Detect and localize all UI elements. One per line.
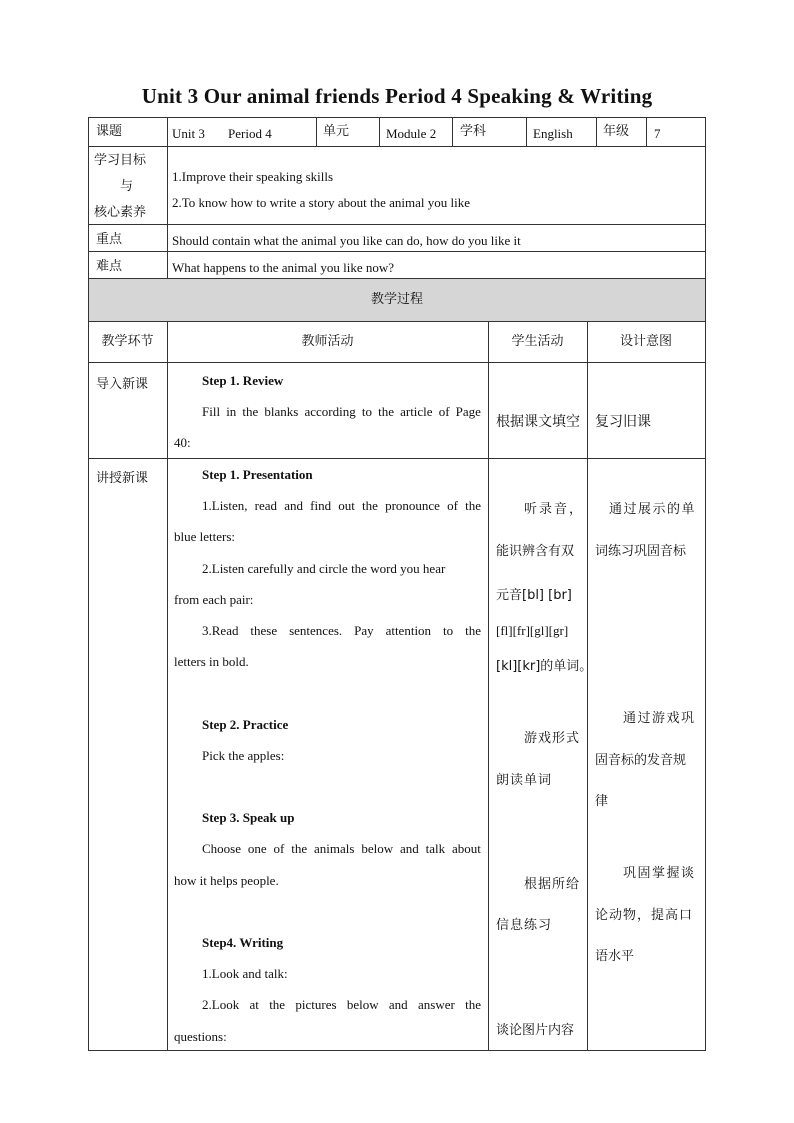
step3-line: how it helps people.	[174, 873, 279, 888]
student-activity-line: [kl][kr]的单词。	[496, 659, 593, 674]
design-intent-line: 词练习巩固音标	[595, 544, 687, 559]
difficult-point-text: What happens to the animal you like now?	[172, 260, 395, 275]
student-activity-line: [fl][fr][gl][gr]	[496, 623, 569, 638]
intro-student-activity: 根据课文填空	[496, 414, 580, 430]
design-intent-line: 语水平	[595, 949, 635, 964]
topic-period: Period 4	[228, 126, 272, 141]
grade-value: 7	[654, 126, 661, 141]
intro-step-title: Step 1. Review	[202, 373, 284, 388]
step1-line: blue letters:	[174, 529, 236, 544]
topic-label: 课题	[96, 124, 123, 139]
key-point-label: 重点	[96, 232, 123, 247]
key-point-text: Should contain what the animal you like can do, how do you like it	[172, 233, 521, 248]
difficult-point-label: 难点	[96, 259, 123, 274]
column-header: 设计意图	[619, 334, 672, 349]
design-intent-line: 巩固掌握谈	[623, 866, 696, 881]
step4-line: questions:	[174, 1029, 227, 1044]
page-title: Unit 3 Our animal friends Period 4 Speaking & Writing	[141, 84, 653, 108]
intro-line: Fill in the blanks according to the article of Page	[202, 404, 481, 419]
student-activity-line: 根据所给	[524, 877, 581, 892]
step4-title: Step4. Writing	[202, 935, 284, 950]
step1-line: from each pair:	[174, 592, 254, 607]
topic-unit: Unit 3	[172, 126, 205, 141]
student-activity-line: 元音[bl] [br]	[496, 588, 572, 603]
subject-value: English	[533, 126, 573, 141]
unit-label: 单元	[323, 124, 350, 139]
grade-label: 年级	[603, 124, 630, 139]
objective-item: 1.Improve their speaking skills	[172, 169, 334, 184]
student-activity-line: 朗读单词	[496, 773, 553, 788]
objectives-label-line: 学习目标	[94, 153, 147, 168]
subject-label: 学科	[460, 124, 487, 139]
intro-stage: 导入新课	[96, 377, 149, 392]
intro-line: 40:	[174, 435, 191, 450]
column-header: 教学环节	[101, 334, 154, 349]
student-activity-line: 能识辨含有双	[496, 544, 575, 559]
step4-line: 2.Look at the pictures below and answer the	[202, 997, 481, 1012]
step3-line: Choose one of the animals below and talk about	[202, 841, 481, 856]
design-intent-line: 律	[595, 794, 609, 809]
column-header: 教师活动	[301, 334, 354, 349]
student-activity-line: 信息练习	[496, 918, 553, 933]
design-intent-line: 论动物，提高口	[595, 908, 694, 923]
step2-title: Step 2. Practice	[202, 717, 289, 732]
student-activity-line: 听录音，	[524, 502, 585, 517]
step2-line: Pick the apples:	[202, 748, 285, 763]
step1-line: 3.Read these sentences. Pay attention to the	[202, 623, 481, 638]
step4-line: 1.Look and talk:	[202, 966, 288, 981]
step1-title: Step 1. Presentation	[202, 467, 313, 482]
intro-design-intent: 复习旧课	[595, 414, 651, 430]
design-intent-line: 通过游戏巩	[623, 711, 696, 726]
step1-line: 1.Listen, read and find out the pronounce of the	[202, 498, 481, 513]
student-activity-line: 谈论图片内容	[496, 1023, 575, 1038]
objective-item: 2.To know how to write a story about the animal you like	[172, 195, 471, 210]
column-header: 学生活动	[511, 334, 564, 349]
design-intent-line: 固音标的发音规	[595, 753, 687, 768]
objectives-label-line: 核心素养	[94, 205, 147, 220]
objectives-label-line: 与	[120, 179, 134, 194]
step1-line: 2.Listen carefully and circle the word you hear	[202, 561, 446, 576]
step1-line: letters in bold.	[174, 654, 249, 669]
design-intent-line: 通过展示的单	[609, 502, 697, 517]
unit-value: Module 2	[386, 126, 437, 141]
student-activity-line: 游戏形式	[524, 731, 581, 746]
process-header: 教学过程	[370, 292, 423, 307]
lecture-stage: 讲授新课	[96, 471, 149, 486]
step3-title: Step 3. Speak up	[202, 810, 295, 825]
